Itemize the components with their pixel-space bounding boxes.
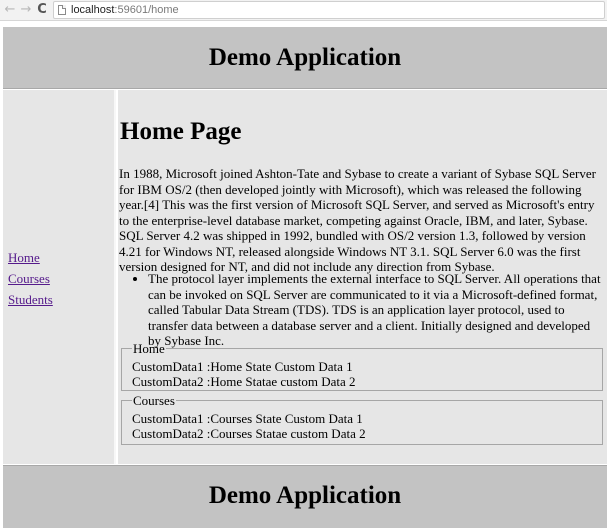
sidebar-link-courses[interactable]: Courses <box>8 271 50 286</box>
header-title: Demo Application <box>208 44 402 71</box>
sidebar <box>3 90 116 464</box>
footer-title: Demo Application <box>208 482 402 509</box>
reload-icon[interactable]: C <box>37 2 47 17</box>
url-host: localhost <box>71 4 115 16</box>
home-custom-data-1: CustomData1 :Home State Custom Data 1 <box>132 358 353 374</box>
main-content <box>118 90 607 464</box>
page-title: Home Page <box>120 118 242 145</box>
forward-arrow-icon[interactable]: → <box>20 2 32 17</box>
page-icon <box>58 5 66 15</box>
home-legend: Home <box>133 341 165 356</box>
page-footer <box>3 465 607 528</box>
sidebar-link-home[interactable]: Home <box>8 250 40 265</box>
page <box>3 27 607 528</box>
courses-fieldset <box>121 393 603 445</box>
home-custom-data-2: CustomData2 :Home Statae custom Data 2 <box>132 374 356 389</box>
sidebar-link-students[interactable]: Students <box>8 292 53 307</box>
back-arrow-icon[interactable]: ← <box>4 2 16 17</box>
address-bar[interactable] <box>53 1 605 19</box>
page-header <box>3 27 607 89</box>
intro-paragraph: In 1988, Microsoft joined Ashton-Tate and Sybase to create a variant of Sybase SQL Server for IBM OS/2 (then developed jointly with Microsoft), which was released the following year.[4] This was the first version of Microsoft SQL Server, and served as Microsoft's entry to the enterprise-level database market, competing against Oracle, IBM, and later, Sybase. SQL Server 4.2 was shipped in 1992, bundled with OS/2 version 1.3, followed by version 4.21 for Windows NT, released alongside Windows NT 3.1. SQL Server 6.0 was the first version designed for NT, and did not include any direction from Sybase. <box>119 166 596 274</box>
courses-custom-data-2: CustomData2 :Courses Statae custom Data 2 <box>132 426 366 441</box>
list-item: • The protocol layer implements the external interface to SQL Server. All operations that can be invoked on SQL Server are communicated to it via a Microsoft-defined format, called Tabular Data Stream (TDS). TDS is an application layer protocol, used to transfer data between a database server and a client. Initially designed and developed by Sybase Inc. <box>148 271 604 349</box>
bullet-list <box>118 271 604 349</box>
url-text[interactable] <box>71 2 179 18</box>
browser-toolbar <box>0 0 607 21</box>
courses-custom-data-1: CustomData1 :Courses State Custom Data 1 <box>132 410 363 426</box>
courses-legend: Courses <box>133 393 175 408</box>
home-fieldset <box>121 341 603 391</box>
url-path: :59601/home <box>114 4 179 16</box>
